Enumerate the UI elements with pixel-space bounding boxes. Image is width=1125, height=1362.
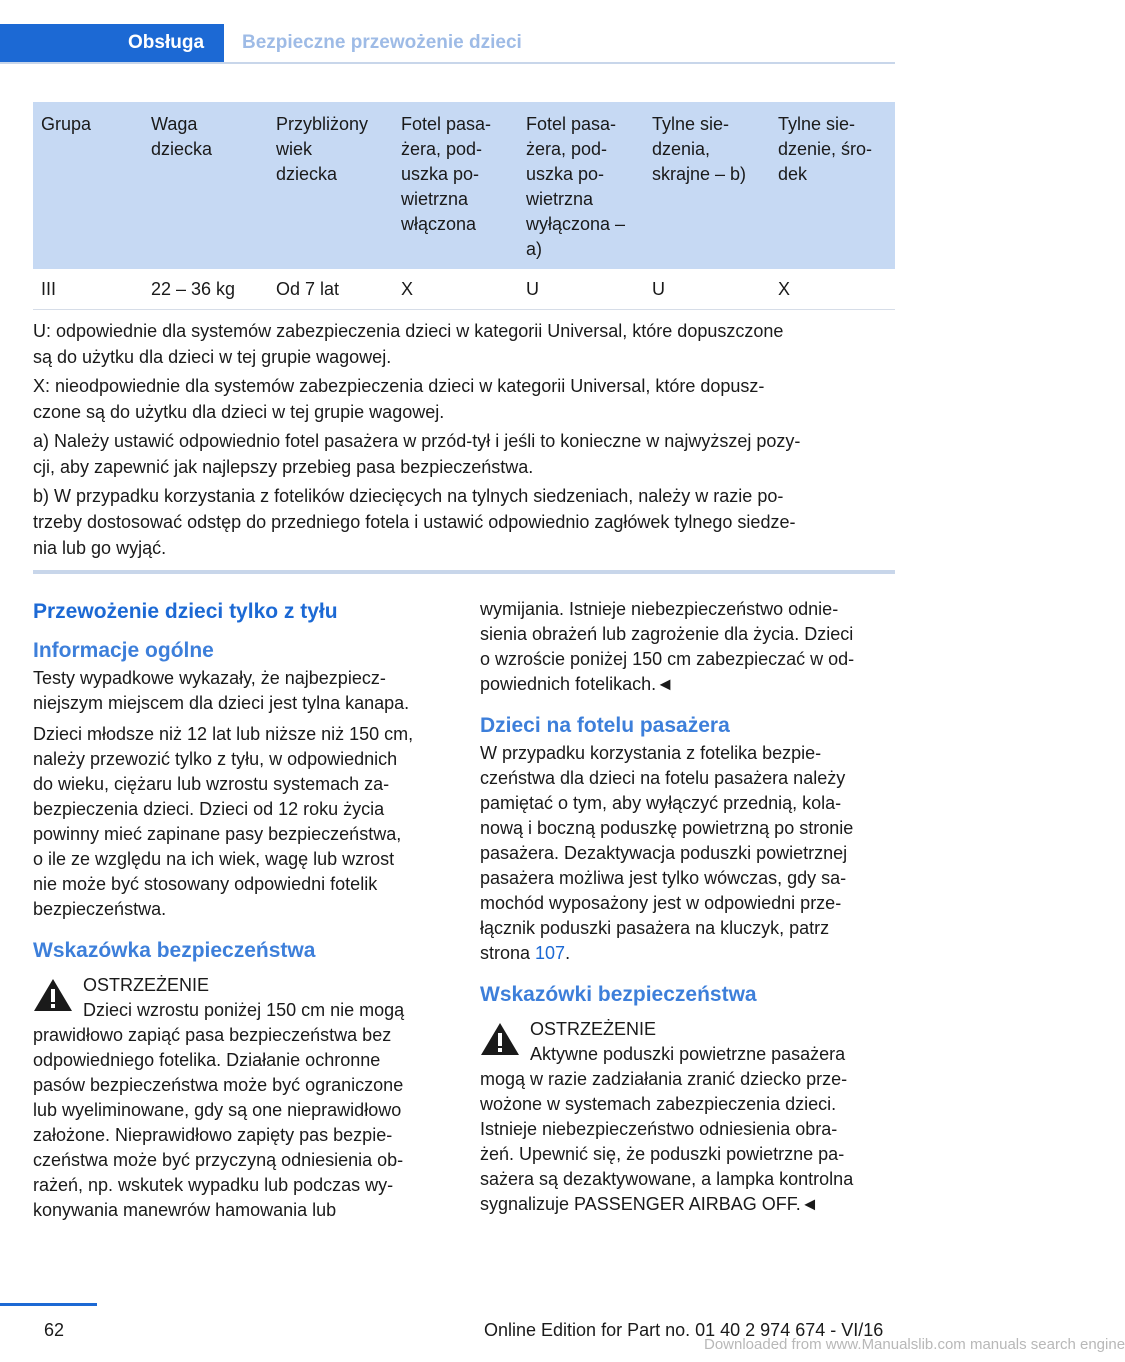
page-header: [0, 24, 895, 64]
subheading-general: Informacje ogólne: [33, 639, 214, 662]
paragraph: Testy wypadkowe wykazały, że najbezpiecz- niejszym miejscem dla dzieci jest tylna kanapa.: [33, 668, 410, 713]
column-header: Grupa: [41, 114, 92, 134]
column-header: Fotel pasa- żera, pod- uszka po- wietrzna włączona: [401, 114, 492, 234]
child-seat-table: [33, 102, 895, 310]
edition-info: Online Edition for Part no. 01 40 2 974 674 - VI/16: [484, 1320, 884, 1340]
paragraph: Dzieci młodsze niż 12 lat lub niższe niż 150 cm, należy przewozić tylko z tyłu, w odpowiednich do wieku, ciężaru lub wzrostu systemach za- bezpieczenia dzieci. Dzieci od 12 roku życia powinny mieć zapinane pasy bezpieczeństwa, o ile ze względu na ich wiek, wagę lub wzrost nie może być stosowany odpowiedni fotelik bezpieczeństwa.: [33, 724, 414, 919]
footer-accent-line: [0, 1303, 97, 1306]
note-a: a) Należy ustawić odpowiednio fotel pasażera w przód-tył i jeśli to konieczne w najwyższej pozy- cji, aby zapewnić jak najlepszy przebieg pasa bezpieczeństwa.: [33, 431, 801, 477]
watermark: Downloaded from www.Manualslib.com manuals search engine: [704, 1336, 1125, 1353]
warning-text: prawidłowo zapiąć pasa bezpieczeństwa bez odpowiedniego fotelika. Działanie ochronne pasów bezpieczeństwa może być ograniczone lub wyeliminowane, gdy są one nieprawidłowo założone. Nieprawidłowo zapięty pas bezpie- czeństwa może być przyczyną odniesienia ob- rażeń, np. wskutek wypadku lub podczas wy- konywania manewrów hamowania lub: [33, 1025, 404, 1220]
warning-triangle-icon: [480, 1022, 520, 1056]
note-b: b) W przypadku korzystania z fotelików dziecięcych na tylnych siedzeniach, należy w razie po- trzeby dostosować odstęp do przedniego fotela i ustawić odpowiednio zagłówek tylnego siedze- nia lub go wyjąć.: [33, 486, 796, 558]
chapter-tab[interactable]: Obsługa: [0, 24, 224, 62]
page-reference-link[interactable]: 107: [535, 943, 566, 963]
warning-title: OSTRZEŻENIE: [83, 975, 210, 995]
left-column: [33, 597, 451, 1223]
column-header: Fotel pasa- żera, pod- uszka po- wietrzna wyłączona – a): [526, 114, 626, 259]
table-notes: [33, 318, 895, 564]
column-header: Przybliżony wiek dziecka: [276, 114, 369, 184]
subheading-safety: Wskazówki bezpieczeństwa: [480, 983, 757, 1006]
column-header: Tylne sie- dzenie, śro- dek: [778, 114, 873, 184]
warning-text: Aktywne poduszki powietrzne pasażera: [530, 1044, 846, 1064]
table-row: [33, 269, 895, 310]
section-divider: [33, 570, 895, 574]
column-header: Waga dziecka: [151, 114, 213, 159]
right-column: [480, 597, 895, 1217]
warning-title: OSTRZEŻENIE: [530, 1019, 657, 1039]
warning-box: [33, 972, 451, 1223]
table-cell: U: [652, 279, 665, 299]
table-cell: III: [41, 279, 57, 299]
warning-triangle-icon: [33, 978, 73, 1012]
subheading-safety: Wskazówka bezpieczeństwa: [33, 939, 316, 962]
table-cell: X: [401, 279, 414, 299]
table-header: [33, 102, 895, 269]
table-cell: U: [526, 279, 539, 299]
table-cell: Od 7 lat: [276, 279, 340, 299]
column-header: Tylne sie- dzenia, skrajne – b): [652, 114, 747, 184]
table-cell: 22 – 36 kg: [151, 279, 236, 299]
section-heading: Przewożenie dzieci tylko z tyłu: [33, 600, 338, 623]
note-u: U: odpowiednie dla systemów zabezpieczenia dzieci w kategorii Universal, które dopuszczone są do użytku dla dzieci w tej grupie wagowej.: [33, 321, 784, 367]
note-x: X: nieodpowiednie dla systemów zabezpieczenia dzieci w kategorii Universal, które dopusz- czone są do użytku dla dzieci w tej grupie wagowej.: [33, 376, 765, 422]
paragraph: [480, 741, 895, 966]
warning-text: Dzieci wzrostu poniżej 150 cm nie mogą: [83, 1000, 405, 1020]
paragraph-text: W przypadku korzystania z fotelika bezpie- czeństwa dla dzieci na fotelu pasażera należy pamiętać o tym, aby wyłączyć przednią, kola- nową i boczną poduszkę powietrzną po stronie pasażera. Dezaktywacja poduszki powietrznej pasażera możliwa jest tylko wówczas, gdy sa- mochód wyposażony jest w odpowiedni prze- łącznik poduszki pasażera na kluczyk, patrz strona: [480, 743, 854, 963]
page-number: 62: [44, 1320, 65, 1340]
section-title[interactable]: Bezpieczne przewożenie dzieci: [242, 32, 522, 53]
subheading-passenger-seat: Dzieci na fotelu pasażera: [480, 714, 730, 737]
table-cell: X: [778, 279, 791, 299]
warning-box: [480, 1016, 895, 1217]
paragraph-text: .: [565, 943, 571, 963]
warning-text: mogą w razie zadziałania zranić dziecko prze- wożone w systemach zabezpieczenia dzieci. Istnieje niebezpieczeństwo odniesienia obra- żeń. Upewnić się, że poduszki powietrzne pa- sażera są dezaktywowane, a lampka kontrolna sygnalizuje PASSENGER AIRBAG OFF.◄: [480, 1069, 854, 1214]
paragraph: wymijania. Istnieje niebezpieczeństwo odnie- sienia obrażeń lub zagrożenie dla życia. Dzieci o wzroście poniżej 150 cm zabezpieczać w od- powiednich fotelikach.◄: [480, 599, 855, 694]
